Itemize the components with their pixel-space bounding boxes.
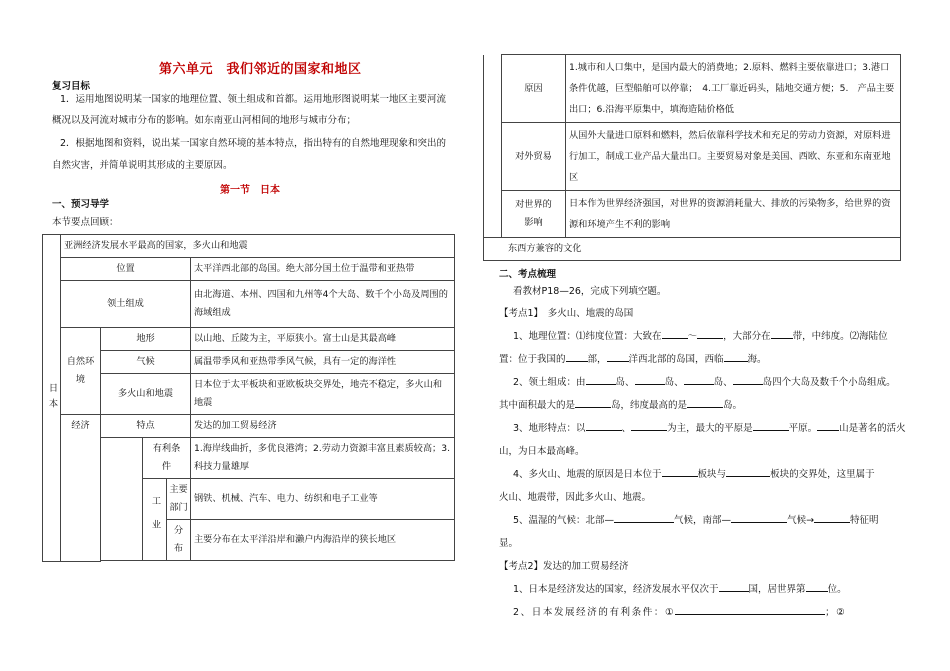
q1-text: 带，中纬度。⑵海陆位 <box>792 331 888 342</box>
q2-line-b <box>499 394 909 417</box>
terrain-text: 以山地、丘陵为主，平原狭小。富士山是其最高峰 <box>191 328 455 351</box>
industry-label: 工业 <box>143 479 167 561</box>
blank[interactable] <box>817 419 839 431</box>
territory-text: 由北海道、本州、四国和九州等4个大岛、数千个小岛及周围的海域组成 <box>191 281 455 328</box>
impact-text: 日本作为世界经济强国，对世界的资源消耗量大、排放的污染物多，给世界的资源和环境产生不利的影响 <box>566 191 901 238</box>
blank[interactable] <box>684 373 714 385</box>
blank[interactable] <box>687 396 723 408</box>
q3-text: 、 <box>621 423 632 434</box>
blank[interactable] <box>575 396 611 408</box>
k2q2-text: 2、日本发展经济的有利条件：① <box>513 607 676 618</box>
q1-text: 部， <box>587 354 607 365</box>
trade-label: 对外贸易 <box>502 123 566 191</box>
blank[interactable] <box>731 511 787 523</box>
blank[interactable] <box>566 350 588 362</box>
q1-line-a <box>513 325 908 348</box>
nature-label: 自然环境 <box>61 328 101 415</box>
q5-text: 5、温湿的气候：北部— <box>513 515 615 526</box>
q4-text: 板块的交界处，这里属于 <box>770 469 875 480</box>
goal-1-line-b: 概况以及河流对城市分布的影响。如东南亚山河相间的地形与城市分布； <box>52 115 357 126</box>
reason-text: 1.城市和人口集中，是国内最大的消费地；2.原料、燃料主要依靠进口；3.港口条件优越，巨型船舶可以停靠； 4.工厂靠近码头，陆地交通方便；5. 产品主要出口；6.沿海平原集中，填海造陆价格低 <box>566 55 901 123</box>
position-label: 位置 <box>61 258 191 281</box>
q3-text: 3、地形特点：以 <box>513 423 586 434</box>
japan-summary-table <box>42 234 455 562</box>
volcano-label: 多火山和地震 <box>101 374 191 415</box>
blank[interactable] <box>806 580 828 592</box>
blank[interactable] <box>724 350 748 362</box>
q4-line-b: 火山、地震带，因此多火山、地震。 <box>499 492 652 503</box>
q2-line-a <box>513 371 908 394</box>
instruction: 看教材P18—26，完成下列填空题。 <box>513 286 667 297</box>
distribution-label: 分布 <box>167 520 191 561</box>
q3-text: 为主，最大的平原是 <box>667 423 753 434</box>
sectors-text: 钢铁、机械、汽车、电力、纺织和电子工业等 <box>191 479 455 520</box>
k2q1-text: 国，居世界第 <box>748 584 806 595</box>
k2-q2-line <box>513 601 908 624</box>
q2-text: 其中面积最大的是 <box>499 400 576 411</box>
sectors-label: 主要部门 <box>167 479 191 520</box>
economy-label: 经济 <box>61 415 101 562</box>
kp2-title: 【考点2】发达的加工贸易经济 <box>499 561 629 572</box>
blank[interactable] <box>586 373 616 385</box>
q4-text: 板块与 <box>697 469 727 480</box>
q2-text: 岛。 <box>723 400 743 411</box>
position-text: 太平洋西北部的岛国。绝大部分国土位于温带和亚热带 <box>191 258 455 281</box>
preview-subheading: 本节要点回顾： <box>52 217 119 228</box>
q1-text: 海。 <box>747 354 767 365</box>
blank[interactable] <box>635 373 665 385</box>
q3-line-a <box>513 417 908 440</box>
blank[interactable] <box>675 603 825 615</box>
blank[interactable] <box>607 350 629 362</box>
q2-text: 岛，纬度最高的是 <box>611 400 688 411</box>
q5-text: 气候，南部— <box>674 515 732 526</box>
q3-line-b: 山，为日本最高峰。 <box>499 446 585 457</box>
page-title: 第六单元 我们邻近的国家和地区 <box>159 62 362 77</box>
goal-2-line-a: 2．根据地图和资料，说出某一国家自然环境的基本特点，指出特有的自然地理现象和突出的 <box>60 138 447 149</box>
q1-text: 置：位于我国的 <box>499 354 566 365</box>
blank[interactable] <box>614 511 674 523</box>
blank[interactable] <box>726 465 770 477</box>
goal-1-line-a: 1．运用地图说明某一国家的地理位置、领土组成和首都。运用地形图说明某一地区主要河流 <box>60 94 447 105</box>
blank[interactable] <box>771 327 793 339</box>
k2-q1-line <box>513 578 908 601</box>
q5-line-b: 显。 <box>499 538 519 549</box>
summary-cell: 亚洲经济发展水平最高的国家，多火山和地震 <box>61 235 455 258</box>
q5-text: 特征明 <box>850 515 879 526</box>
conditions-label: 有利条件 <box>143 438 191 479</box>
impact-label: 对世界的影响 <box>502 191 566 238</box>
q2-text: 2、领土组成：由 <box>513 377 586 388</box>
climate-label: 气候 <box>101 351 191 374</box>
q3-text: 山是著名的活火 <box>839 423 906 434</box>
goal-2-line-b: 自然灾害，并简单说明其形成的主要原因。 <box>52 160 233 171</box>
q2-text: 岛、 <box>664 377 684 388</box>
territory-label: 领土组成 <box>61 281 191 328</box>
k2q1-text: 1、日本是经济发达的国家，经济发展水平仅次于 <box>513 584 719 595</box>
blank[interactable] <box>662 327 688 339</box>
culture-cell: 东西方兼容的文化 <box>484 238 901 261</box>
q5-text: 气候→ <box>787 515 815 526</box>
blank[interactable] <box>662 465 698 477</box>
q1-text: ～ <box>687 331 698 342</box>
q4-line-a <box>513 463 908 486</box>
review-goals-heading: 复习目标 <box>52 81 91 92</box>
q1-line-b <box>499 348 909 371</box>
country-cell: 日本 <box>43 235 61 562</box>
kp1-title: 【考点1】 多火山、地震的岛国 <box>499 308 634 319</box>
feature-text: 发达的加工贸易经济 <box>191 415 455 438</box>
distribution-text: 主要分布在太平洋沿岸和濑户内海沿岸的狭长地区 <box>191 520 455 561</box>
q2-text: 岛、 <box>615 377 635 388</box>
preview-heading: 一、预习导学 <box>52 199 110 210</box>
q4-text: 4、多火山、地震的原因是日本位于 <box>513 469 662 480</box>
q3-text: 平原。 <box>788 423 818 434</box>
section-title: 第一节 日本 <box>220 185 280 196</box>
q2-text: 岛四个大岛及数千个小岛组成。 <box>762 377 896 388</box>
blank[interactable] <box>733 373 763 385</box>
blank[interactable] <box>719 580 749 592</box>
review-heading: 二、考点梳理 <box>499 269 557 280</box>
k2q2-text: ；② <box>825 607 847 618</box>
k2q1-text: 位。 <box>827 584 847 595</box>
q1-text: 1、地理位置：⑴纬度位置：大致在 <box>513 331 662 342</box>
feature-label: 特点 <box>101 415 191 438</box>
trade-text: 从国外大量进口原料和燃料，然后依靠科学技术和充足的劳动力资源，对原料进行加工，制成工业产品大量出口。主要贸易对象是美国、西欧、东亚和东南亚地区 <box>566 123 901 191</box>
q1-text: ，大部分在 <box>723 331 771 342</box>
blank[interactable] <box>631 419 667 431</box>
japan-continued-table <box>483 54 901 261</box>
q5-line-a <box>513 509 908 532</box>
conditions-text: 1.海岸线曲折，多优良港湾；2.劳动力资源丰富且素质较高；3.科技力量雄厚 <box>191 438 455 479</box>
blank[interactable] <box>586 419 622 431</box>
terrain-label: 地形 <box>101 328 191 351</box>
q1-text: 洋西北部的岛国，西临 <box>628 354 724 365</box>
q2-text: 岛、 <box>713 377 733 388</box>
volcano-text: 日本位于太平板块和亚欧板块交界处，地壳不稳定，多火山和地震 <box>191 374 455 415</box>
blank[interactable] <box>753 419 789 431</box>
climate-text: 属温带季风和亚热带季风气候，具有一定的海洋性 <box>191 351 455 374</box>
reason-label: 原因 <box>502 55 566 123</box>
blank[interactable] <box>697 327 723 339</box>
blank[interactable] <box>814 511 850 523</box>
